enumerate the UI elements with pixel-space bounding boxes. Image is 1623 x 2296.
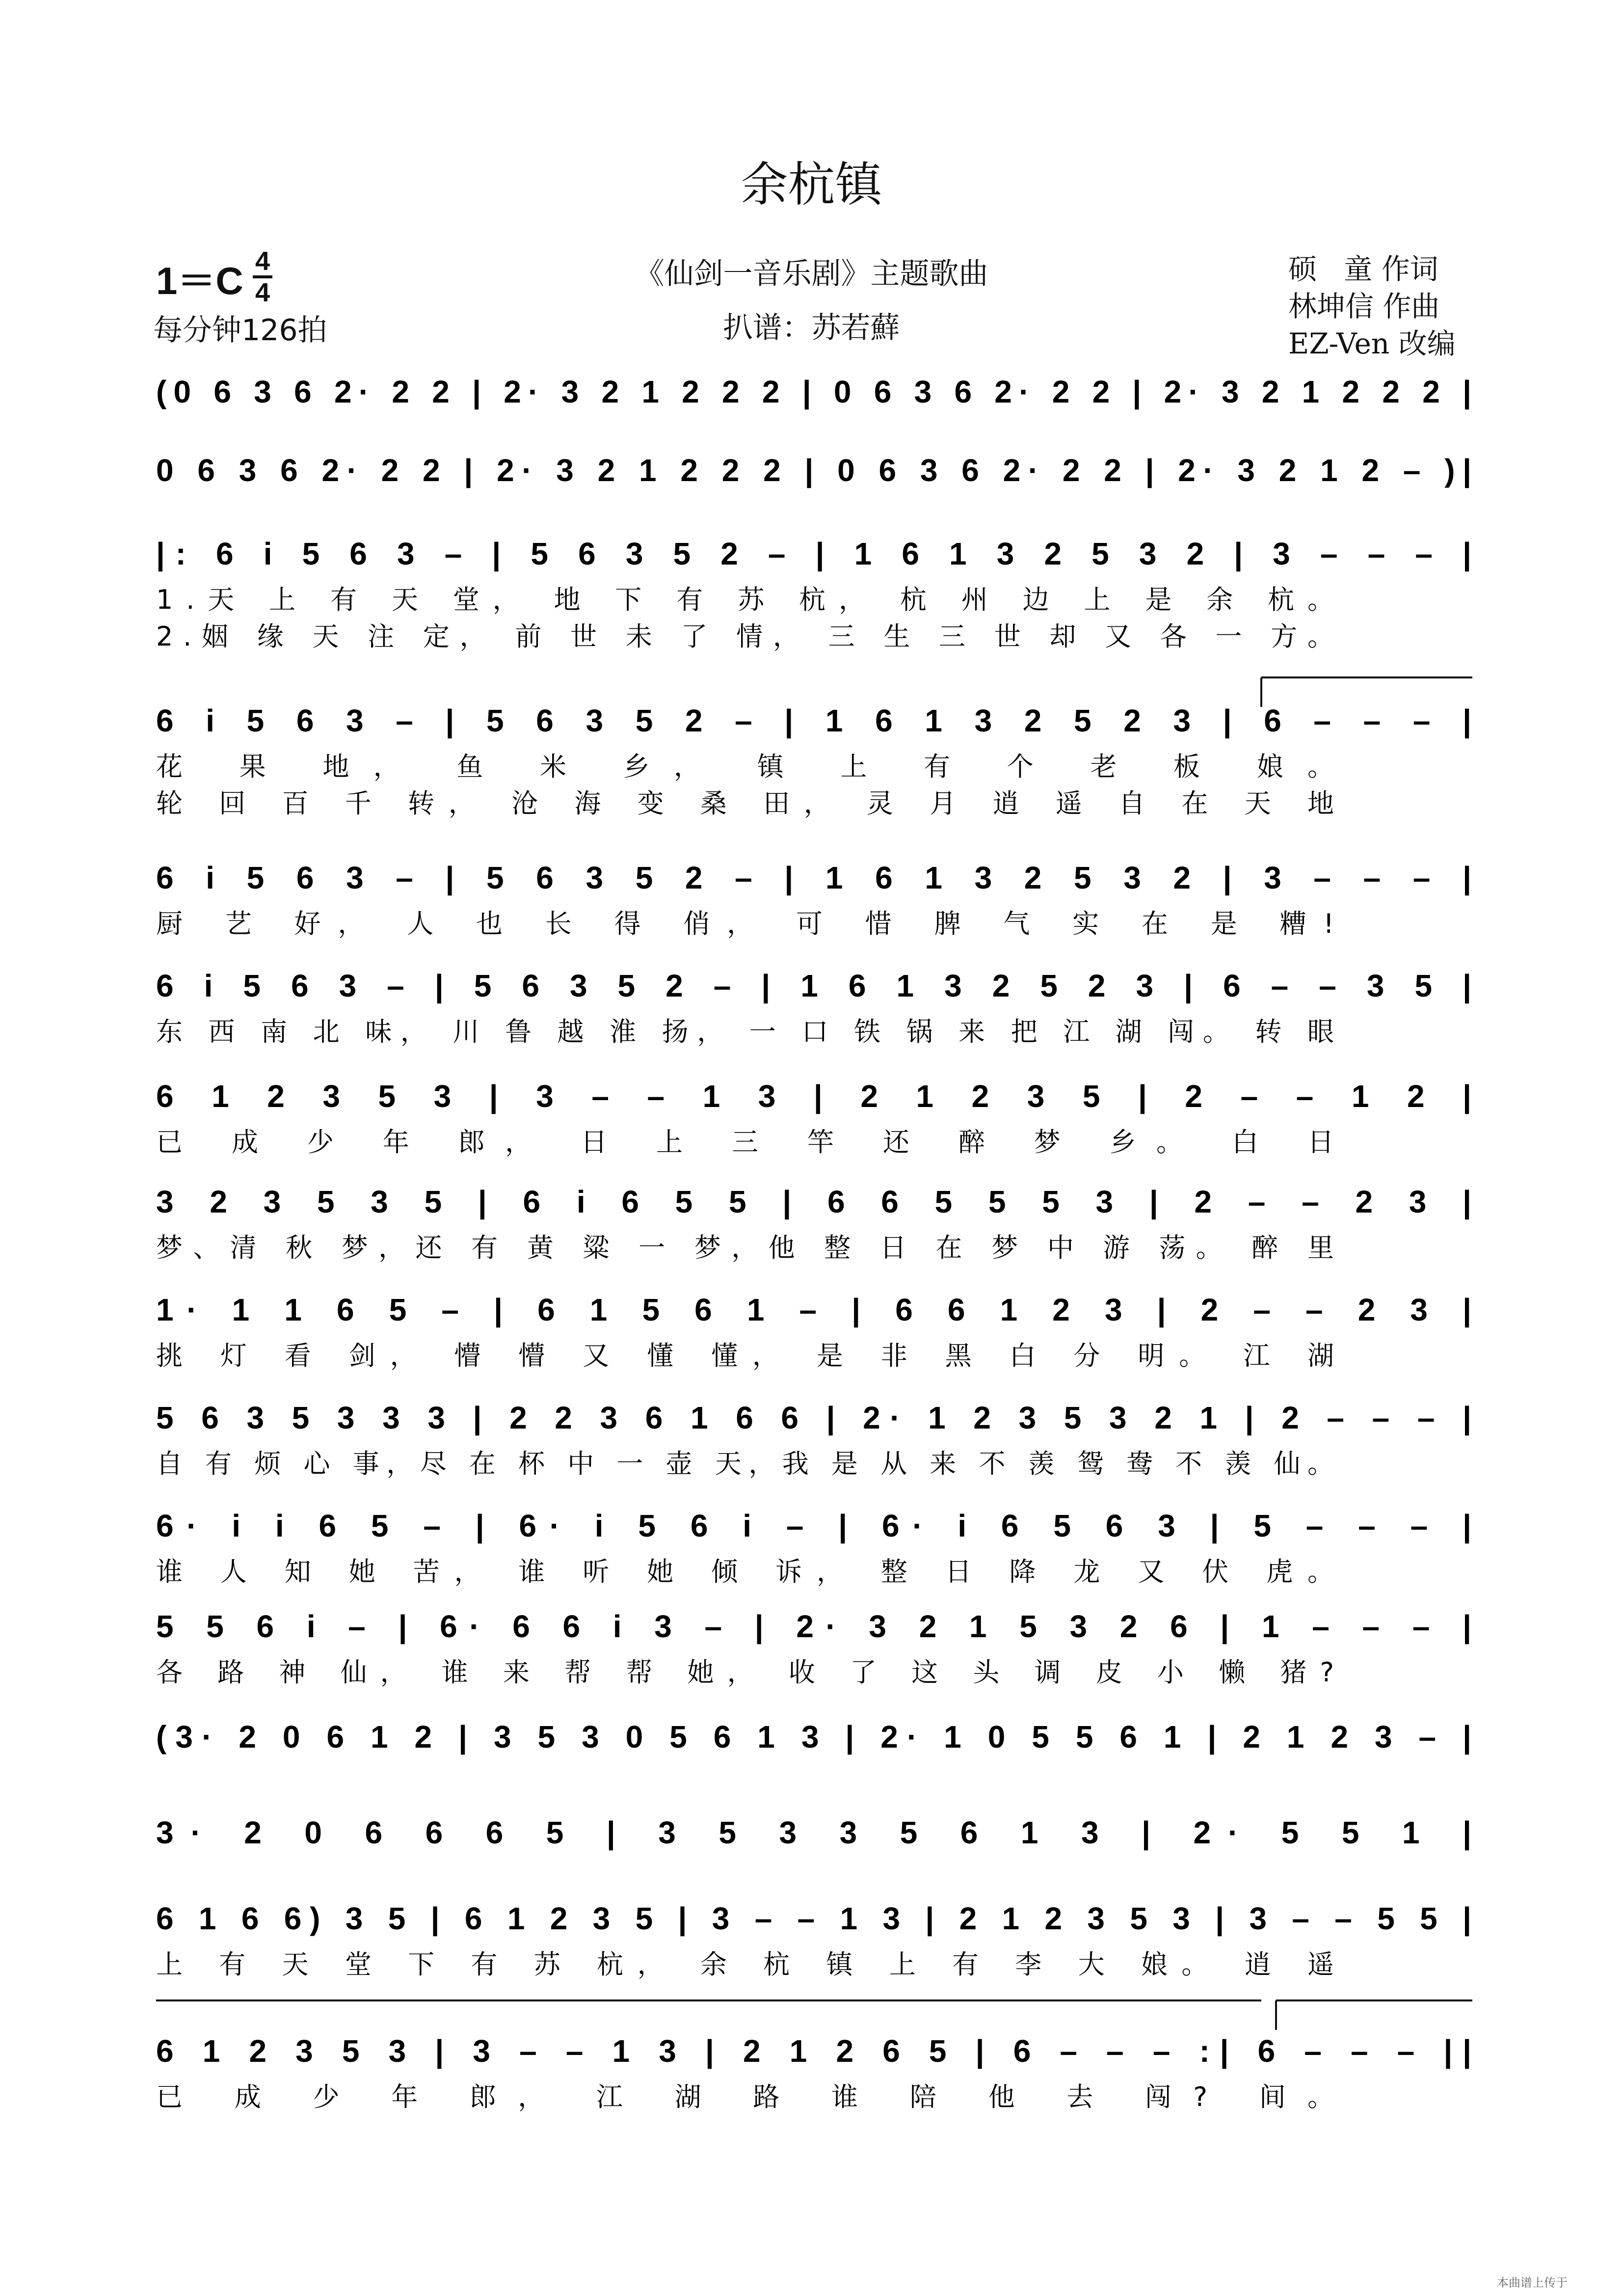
lyric-line-3-1: 1.天 上 有 天 堂， 地 下 有 苏 杭， 杭 州 边 上 是 余 杭。 bbox=[156, 584, 1334, 615]
notation-line-9: 1· 1 1 6 5 – | 6 1 5 6 1 – | 6 6 1 2 3 | 2 – – 2 3 | bbox=[156, 1292, 1471, 1327]
arranger-credit: EZ-Ven 改编 bbox=[1288, 327, 1456, 360]
notation-line-3: |: 6 i 5 6 3 – | 5 6 3 5 2 – | 1 6 1 3 2 5 3 2 | 3 – – – | bbox=[156, 536, 1472, 571]
notation-line-15: 6 1 6 6) 3 5 | 6 1 2 3 5 | 3 – – 1 3 | 2 1 2 3 5 3 | 3 – – 5 5 | bbox=[156, 1901, 1472, 1936]
lyric-line-5-1: 厨 艺 好， 人 也 长 得 俏， 可 惜 脾 气 实 在 是 糟! bbox=[156, 908, 1334, 939]
footer-text: 本曲谱上传于 bbox=[1497, 2276, 1568, 2290]
composer-credit: 林坤信 作曲 bbox=[1288, 290, 1440, 323]
lyric-line-8-1: 梦、清 秋 梦，还 有 黄 粱 一 梦，他 整 日 在 梦 中 游 荡。 醉 里 bbox=[156, 1232, 1334, 1263]
notation-line-6: 6 i 5 6 3 – | 5 6 3 5 2 – | 1 6 1 3 2 5 2 3 | 6 – – 3 5 | bbox=[156, 968, 1472, 1003]
notation-line-10: 5 6 3 5 3 3 3 | 2 2 3 6 1 6 6 | 2· 1 2 3 5 3 2 1 | 2 – – – | bbox=[156, 1400, 1472, 1435]
song-title: 余杭镇 bbox=[741, 157, 882, 212]
notation-line-11: 6· i i 6 5 – | 6· i 5 6 i – | 6· i 6 5 6 3 | 5 – – – | bbox=[156, 1508, 1471, 1543]
notation-line-7: 6 1 2 3 5 3 | 3 – – 1 3 | 2 1 2 3 5 | 2 – – 1 2 | bbox=[156, 1079, 1472, 1114]
notation-line-5: 6 i 5 6 3 – | 5 6 3 5 2 – | 1 6 1 3 2 5 3 2 | 3 – – – | bbox=[156, 860, 1471, 895]
lyric-line-10-1: 自 有 烦 心 事，尽 在 杯 中 一 壶 天，我 是 从 来 不 羡 鸳 鸯 不 羡 仙。 bbox=[156, 1448, 1334, 1479]
notation-line-1: (0 6 3 6 2· 2 2 | 2· 3 2 1 2 2 2 | 0 6 3 6 2· 2 2 | 2· 3 2 1 2 2 2 | bbox=[156, 374, 1471, 409]
lyric-line-9-1: 挑 灯 看 剑， 懵 懵 又 懂 懂， 是 非 黑 白 分 明。 江 湖 bbox=[156, 1340, 1334, 1371]
notation-line-8: 3 2 3 5 3 5 | 6 i 6 5 5 | 6 6 5 5 5 3 | 2 – – 2 3 | bbox=[156, 1184, 1472, 1219]
lyricist-credit: 硕 童 作词 bbox=[1288, 252, 1438, 286]
time-signature-bottom: 4 bbox=[255, 278, 270, 307]
lyric-line-7-1: 已 成 少 年 郎， 日 上 三 竿 还 醉 梦 乡。 白 日 bbox=[156, 1127, 1334, 1158]
subtitle: 《仙剑一音乐剧》主题歌曲 bbox=[635, 257, 988, 291]
key-signature: 1＝C bbox=[156, 259, 243, 302]
lyric-line-11-1: 谁 人 知 她 苦， 谁 听 她 倾 诉， 整 日 降 龙 又 伏 虎。 bbox=[156, 1556, 1334, 1587]
lyric-line-4-2: 轮 回 百 千 转， 沧 海 变 桑 田， 灵 月 逍 遥 自 在 天 地 bbox=[156, 788, 1334, 819]
lyric-line-15-1: 上 有 天 堂 下 有 苏 杭， 余 杭 镇 上 有 李 大 娘。 逍 遥 bbox=[156, 1949, 1334, 1980]
tempo-marking: 每分钟126拍 bbox=[153, 313, 327, 348]
notation-line-2: 0 6 3 6 2· 2 2 | 2· 3 2 1 2 2 2 | 0 6 3 6 2· 2 2 | 2· 3 2 1 2 – )| bbox=[156, 453, 1472, 488]
lyric-line-3-2: 2.姻 缘 天 注 定， 前 世 未 了 情， 三 生 三 世 却 又 各 一 方。 bbox=[156, 621, 1334, 652]
notation-line-4: 6 i 5 6 3 – | 5 6 3 5 2 – | 1 6 1 3 2 5 2 3 | 6 – – – | bbox=[156, 703, 1471, 738]
lyric-line-12-1: 各 路 神 仙， 谁 来 帮 帮 她， 收 了 这 头 调 皮 小 懒 猪? bbox=[156, 1657, 1334, 1688]
transcriber-credit: 扒谱：苏若蘚 bbox=[723, 311, 900, 345]
lyric-line-16-1: 已 成 少 年 郎， 江 湖 路 谁 陪 他 去 闯? 间。 bbox=[156, 2081, 1334, 2112]
notation-line-13: (3· 2 0 6 1 2 | 3 5 3 0 5 6 1 3 | 2· 1 0 5 5 6 1 | 2 1 2 3 – | bbox=[156, 1719, 1471, 1755]
notation-line-14: 3· 2 0 6 6 6 5 | 3 5 3 3 5 6 1 3 | 2· 5 5 1 | bbox=[156, 1815, 1471, 1850]
time-signature-top: 4 bbox=[255, 246, 270, 276]
lyric-line-6-1: 东 西 南 北 味， 川 鲁 越 淮 扬， 一 口 铁 锅 来 把 江 湖 闯。 转 眼 bbox=[156, 1016, 1334, 1047]
notation-line-16: 6 1 2 3 5 3 | 3 – – 1 3 | 2 1 2 6 5 | 6 – – – :| 6 – – – || bbox=[156, 2033, 1471, 2069]
notation-line-12: 5 5 6 i – | 6· 6 6 i 3 – | 2· 3 2 1 5 3 2 6 | 1 – – – | bbox=[156, 1609, 1472, 1644]
lyric-line-4-1: 花 果 地， 鱼 米 乡， 镇 上 有 个 老 板 娘。 bbox=[156, 751, 1334, 782]
